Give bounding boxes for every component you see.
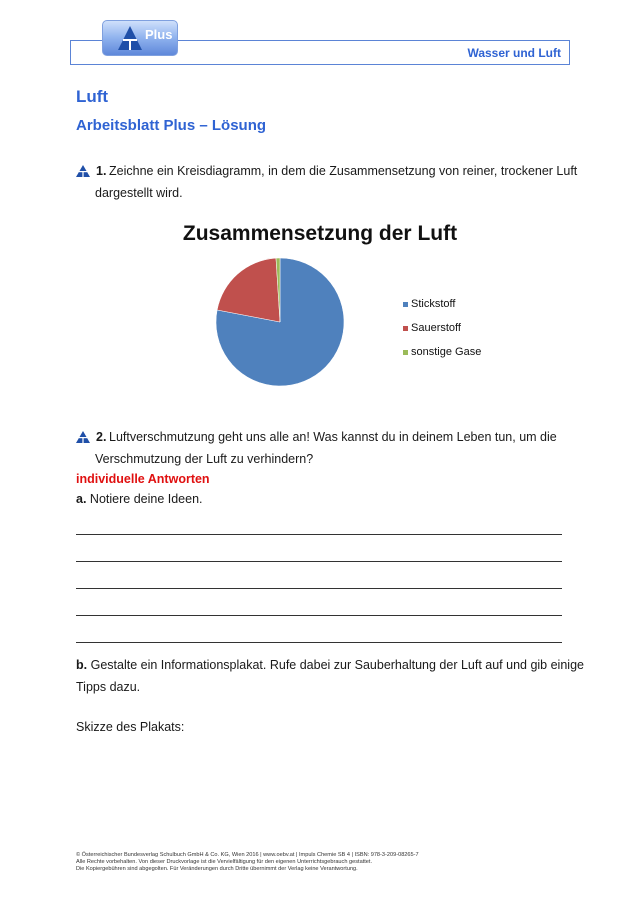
logo-text: Plus: [145, 27, 173, 42]
legend-item: [403, 322, 481, 346]
legend-label: Sauerstoff: [411, 322, 461, 334]
header-topic: Wasser und Luft: [467, 46, 561, 60]
task-text-line-1: Luftverschmutzung geht uns alle an! Was kannst du in deinem Leben tun, um die: [109, 430, 557, 444]
part-a-text: Notiere deine Ideen.: [89, 492, 203, 506]
legend-item: [403, 298, 481, 322]
chart-legend: [403, 298, 481, 370]
triangle-logo-icon: [117, 25, 143, 51]
task-text-line-2: Verschmutzung der Luft zu verhindern?: [95, 452, 314, 466]
legend-swatch: [403, 326, 408, 331]
footer: [76, 852, 419, 873]
part-a-label: a.: [76, 492, 87, 506]
legend-label: sonstige Gase: [411, 346, 482, 358]
triangle-bullet-icon: [76, 165, 90, 177]
task-1: [76, 160, 576, 204]
part-b-label: b.: [76, 658, 88, 672]
task-number: 2.: [96, 430, 107, 444]
page-title: Luft: [76, 87, 109, 106]
chart-title: Zusammensetzung der Luft: [182, 222, 458, 245]
part-a: [76, 488, 203, 510]
triangle-bullet-icon: [76, 431, 90, 443]
legend-item: [403, 346, 481, 370]
part-b-text-line-2: Tipps dazu.: [76, 680, 141, 694]
legend-swatch: [403, 302, 408, 307]
page-subtitle: Arbeitsblatt Plus – Lösung: [76, 117, 267, 134]
writing-line[interactable]: [76, 615, 562, 616]
writing-line[interactable]: [76, 642, 562, 643]
writing-line[interactable]: [76, 588, 562, 589]
task-number: 1.: [96, 164, 107, 178]
pie-chart: [214, 256, 346, 388]
part-b-text-line-1: Gestalte ein Informationsplakat. Rufe dabei zur Sauberhaltung der Luft auf und gib einige: [90, 658, 584, 672]
writing-line[interactable]: [76, 561, 562, 562]
footer-line-2: Alle Rechte vorbehalten. Von dieser Druckvorlage ist die Vervielfältigung für den eigenen Unterrichtsgebrauch gestattet.: [76, 859, 373, 865]
task-2: [76, 426, 576, 470]
legend-swatch: [403, 350, 408, 355]
writing-line[interactable]: [76, 534, 562, 535]
footer-line-3: Die Kopiergebühren sind abgegolten. Für Veränderungen durch Dritte übernimmt der Verlag keine Verantwortung.: [76, 866, 358, 872]
part-b: [76, 654, 584, 698]
sketch-label: Skizze des Plakats:: [76, 720, 185, 734]
legend-label: Stickstoff: [411, 298, 456, 310]
answer-note: individuelle Antworten: [76, 472, 210, 486]
plus-logo: [102, 20, 178, 56]
task-text-line-1: Zeichne ein Kreisdiagramm, in dem die Zusammensetzung von reiner, trockener Luft: [109, 164, 578, 178]
task-text-line-2: dargestellt wird.: [95, 186, 183, 200]
footer-line-1: © Österreichischer Bundesverlag Schulbuch GmbH & Co. KG, Wien 2016 | www.oebv.at | Impuls Chemie SB 4 | ISBN: 978-3-209-08265-7: [76, 852, 419, 858]
